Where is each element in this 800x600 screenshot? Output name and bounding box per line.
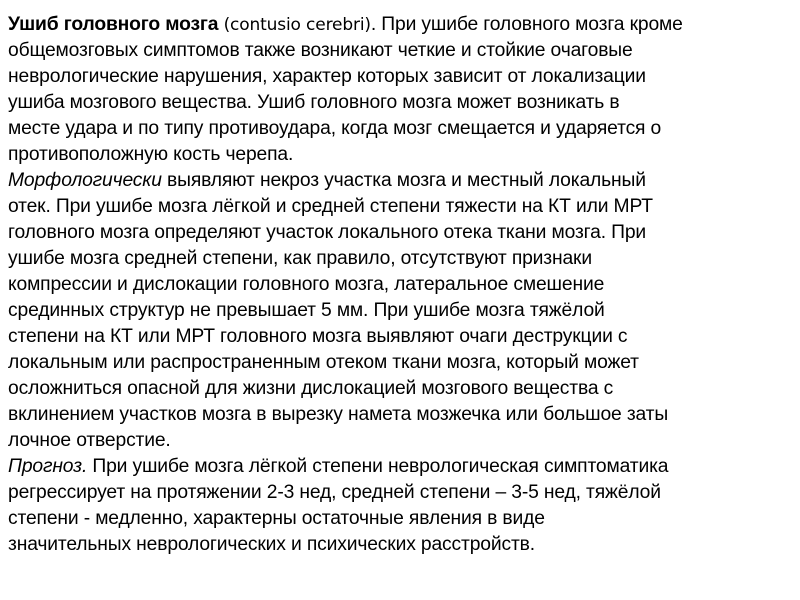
- prognosis-lead: Прогноз.: [8, 456, 88, 477]
- paragraph-2-line-10: вклинением участков мозга в вырезку намета мозжечка или большое заты: [8, 404, 669, 425]
- paragraph-1-line-2: общемозговых симптомов также возникают четкие и стойкие очаговые: [8, 40, 633, 61]
- paragraph-1-line-3: неврологические нарушения, характер которых зависит от локализации: [8, 66, 646, 87]
- paragraph-2-line-8: локальным или распространенным отеком ткани мозга, который может: [8, 352, 639, 373]
- paragraph-3-text: При ушибе мозга лёгкой степени неврологическая симптоматика: [87, 456, 669, 477]
- paragraph-3-line-1: [8, 454, 792, 480]
- paragraph-1-text: . При ушибе головного мозга кроме: [370, 14, 683, 35]
- paragraph-1-line-6: противоположную кость черепа.: [8, 144, 294, 165]
- latin-term: (contusio cerebri): [223, 15, 371, 35]
- paragraph-2-line-9: осложниться опасной для жизни дислокацией мозгового вещества с: [8, 378, 614, 399]
- paragraph-2-line-1: [8, 168, 792, 194]
- paragraph-1-line-5: месте удара и по типу противоудара, когда мозг смещается и ударяется о: [8, 118, 662, 139]
- paragraph-2-line-7: степени на КТ или МРТ головного мозга выявляют очаги деструкции с: [8, 326, 628, 347]
- paragraph-3-line-4: значительных неврологических и психических расстройств.: [8, 534, 535, 555]
- paragraph-2-line-5: компрессии и дислокации головного мозга, латеральное смешение: [8, 274, 605, 295]
- paragraph-2-line-11: лочное отверстие.: [8, 430, 171, 451]
- term-heading: Ушиб головного мозга: [8, 14, 219, 35]
- document-body: [8, 12, 792, 558]
- paragraph-2-line-6: срединных структур не превышает 5 мм. При ушибе мозга тяжёлой: [8, 300, 605, 321]
- paragraph-2-line-2: отек. При ушибе мозга лёгкой и средней степени тяжести на КТ или МРТ: [8, 196, 653, 217]
- paragraph-2-line-4: ушибе мозга средней степени, как правило, отсутствуют признаки: [8, 248, 592, 269]
- paragraph-3-line-3: степени - медленно, характерны остаточные явления в виде: [8, 508, 545, 529]
- morphology-lead: Морфологически: [8, 170, 162, 191]
- paragraph-3-line-2: регрессирует на протяжении 2-3 нед, средней степени – 3-5 нед, тяжёлой: [8, 482, 661, 503]
- paragraph-2-text: выявляют некроз участка мозга и местный локальный: [161, 170, 646, 191]
- paragraph-1-line-1: [8, 12, 792, 38]
- paragraph-2-line-3: головного мозга определяют участок локального отека ткани мозга. При: [8, 222, 647, 243]
- paragraph-1-line-4: ушиба мозгового вещества. Ушиб головного мозга может возникать в: [8, 92, 620, 113]
